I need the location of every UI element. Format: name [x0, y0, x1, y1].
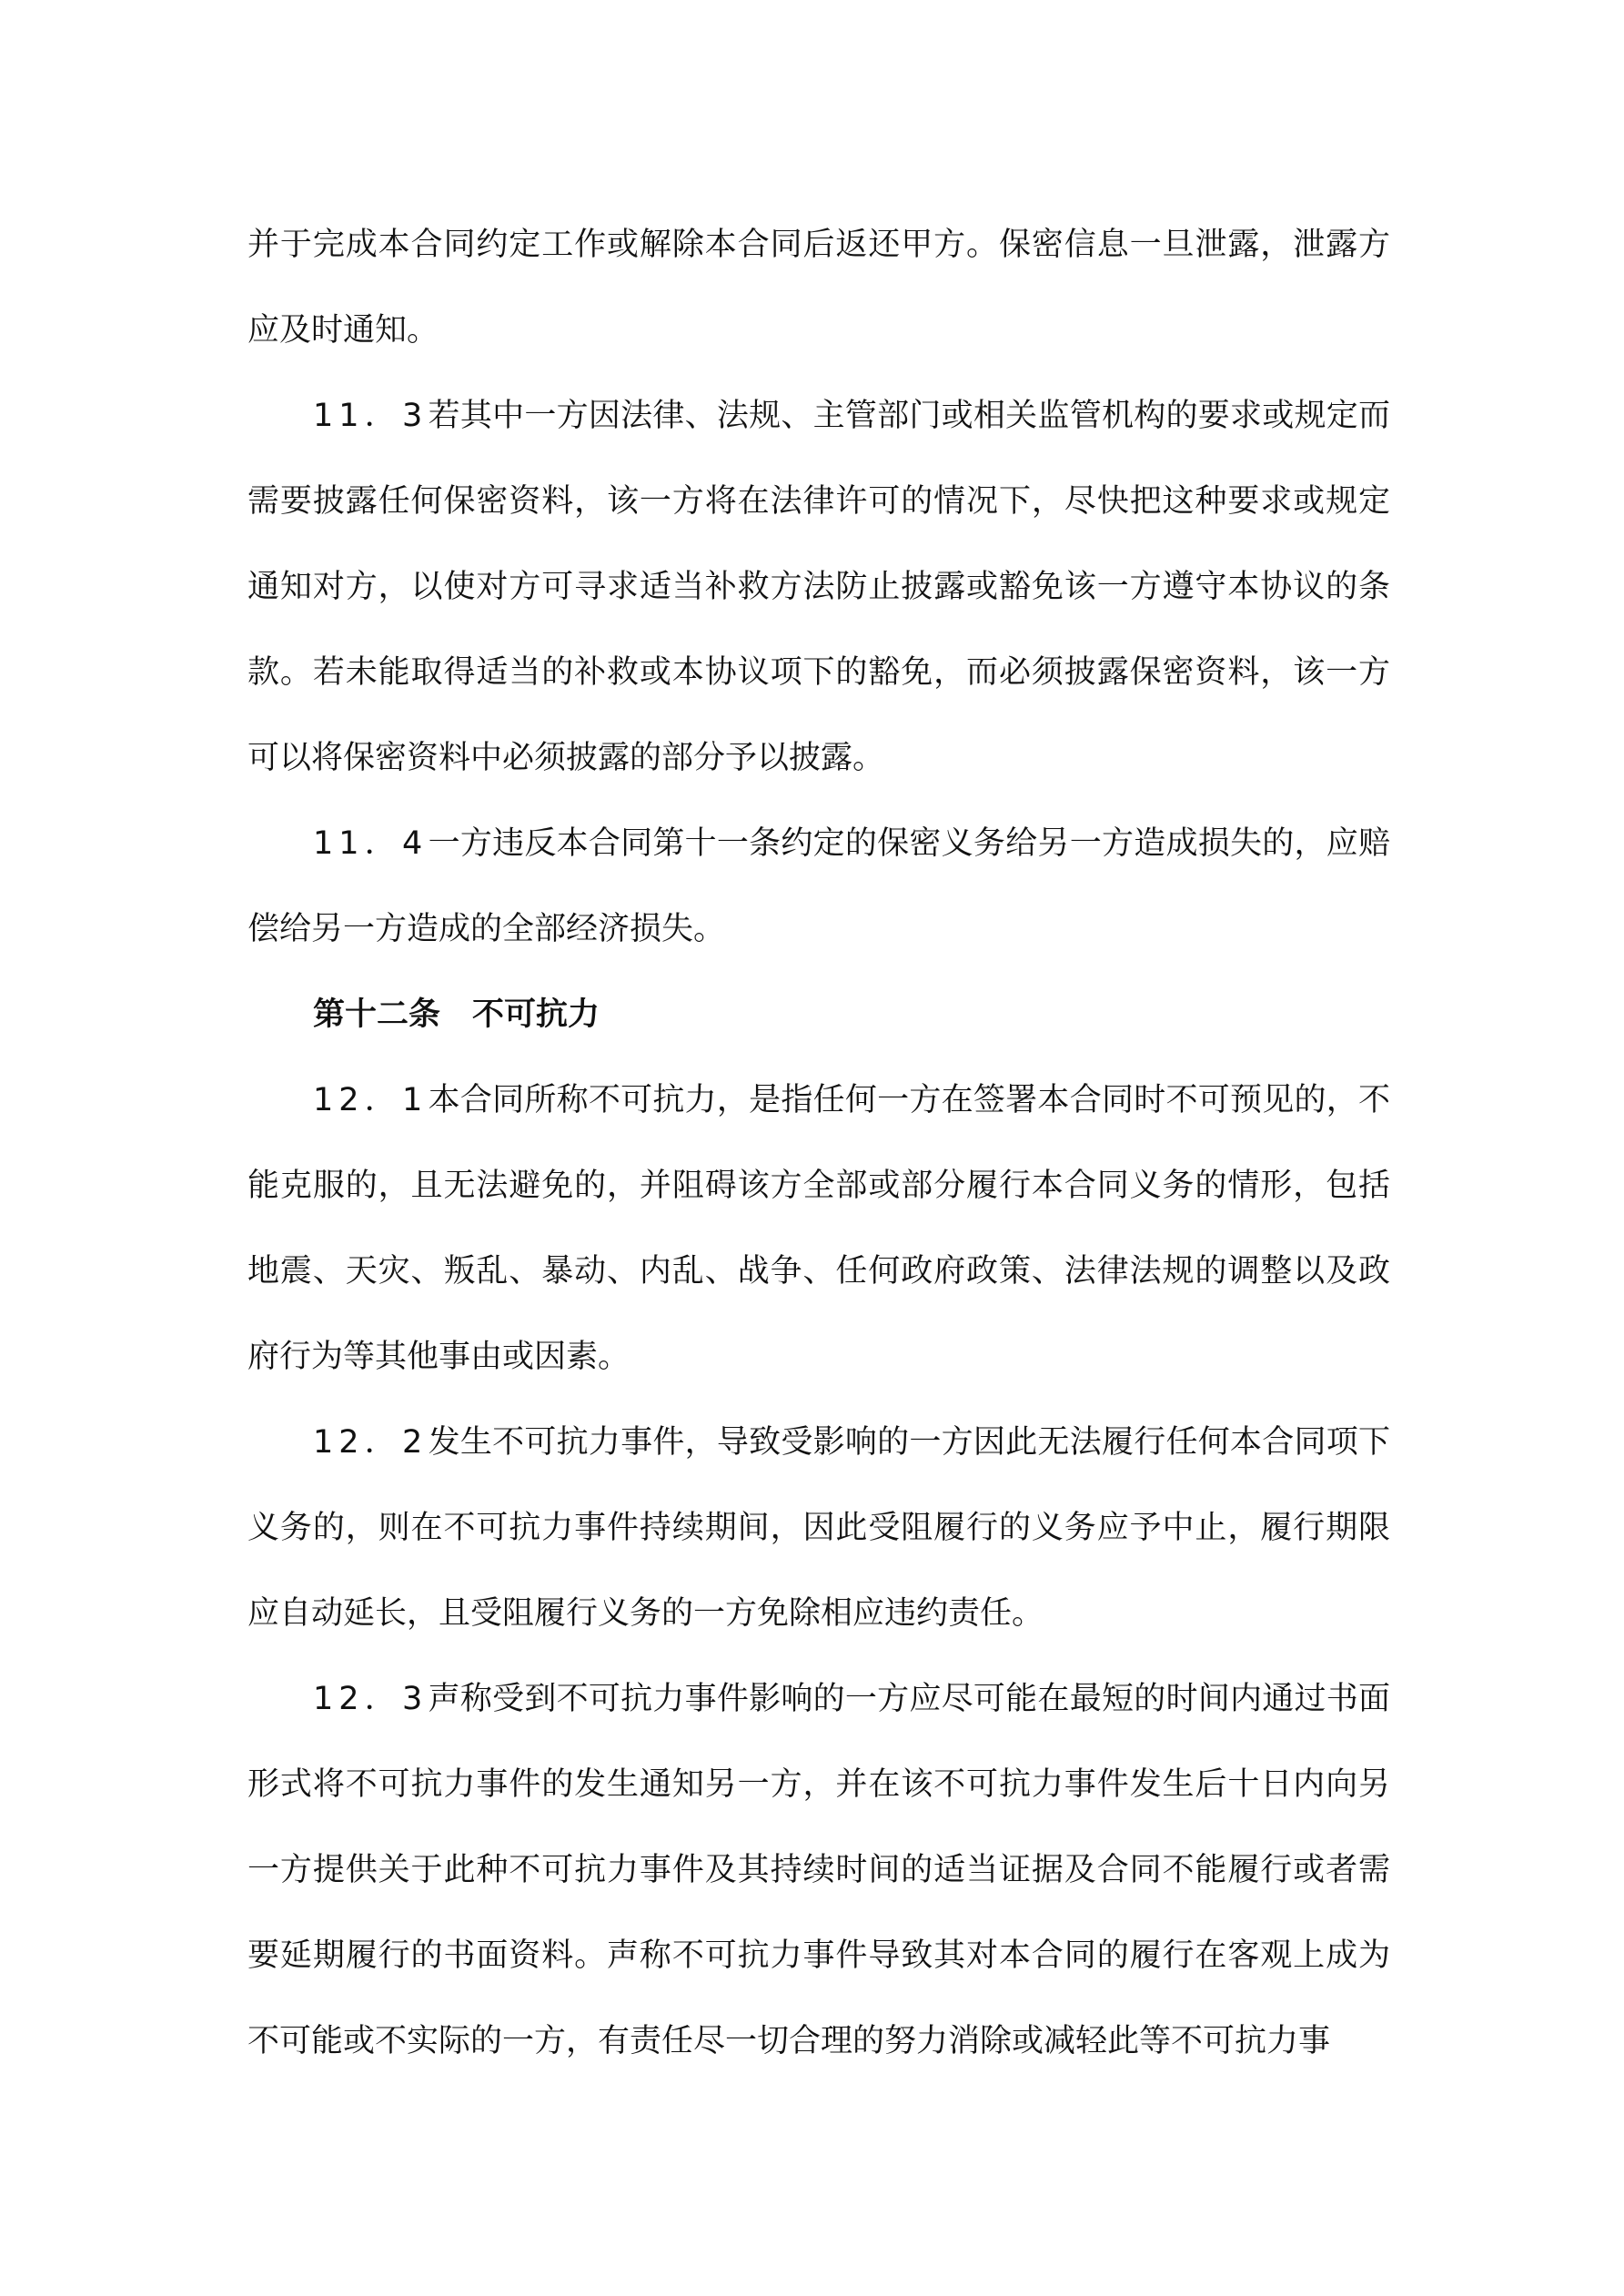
- clause-12-3: [247, 1656, 1390, 2084]
- clause-number: 12．2: [313, 1424, 429, 1461]
- clause-11-3: [247, 373, 1390, 801]
- paragraph-text: 并于完成本合同约定工作或解除本合同后返还甲方。保密信息一旦泄露，泄露方应及时通知。: [247, 227, 1390, 349]
- clause-text: 发生不可抗力事件，导致受影响的一方因此无法履行任何本合同项下义务的，则在不可抗力事件持续期间，因此受阻履行的义务应予中止，履行期限应自动延长，且受阻履行义务的一方免除相应违约责任。: [247, 1424, 1390, 1632]
- document-body: [247, 202, 1390, 2084]
- clause-text: 声称受到不可抗力事件影响的一方应尽可能在最短的时间内通过书面形式将不可抗力事件的发生通知另一方，并在该不可抗力事件发生后十日内向另一方提供关于此种不可抗力事件及其持续时间的适当证据及合同不能履行或者需要延期履行的书面资料。声称不可抗力事件导致其对本合同的履行在客观上成为不可能或不实际的一方，有责任尽一切合理的努力消除或减轻此等不可抗力事: [247, 1681, 1390, 2059]
- clause-text: 若其中一方因法律、法规、主管部门或相关监管机构的要求或规定而需要披露任何保密资料，该一方将在法律许可的情况下，尽快把这种要求或规定通知对方，以使对方可寻求适当补救方法防止披露或豁免该一方遵守本协议的条款。若未能取得适当的补救或本协议项下的豁免，而必须披露保密资料，该一方可以将保密资料中必须披露的部分予以披露。: [247, 398, 1390, 776]
- clause-number: 12．3: [313, 1681, 429, 1717]
- clause-11-4: [247, 801, 1390, 972]
- clause-number: 11．4: [313, 825, 429, 862]
- article-12-heading: 第十二条 不可抗力: [313, 996, 600, 1033]
- paragraph-continuation: [247, 202, 1390, 373]
- clause-12-2: [247, 1400, 1390, 1656]
- clause-number: 12．1: [313, 1082, 429, 1118]
- clause-text: 一方违反本合同第十一条约定的保密义务给另一方造成损失的，应赔偿给另一方造成的全部经济损失。: [247, 825, 1390, 947]
- clause-text: 本合同所称不可抗力，是指任何一方在签署本合同时不可预见的，不能克服的，且无法避免的，并阻碍该方全部或部分履行本合同义务的情形，包括地震、天灾、叛乱、暴动、内乱、战争、任何政府政策、法律法规的调整以及政府行为等其他事由或因素。: [247, 1082, 1390, 1375]
- clause-12-1: [247, 1057, 1390, 1400]
- clause-number: 11．3: [313, 398, 429, 434]
